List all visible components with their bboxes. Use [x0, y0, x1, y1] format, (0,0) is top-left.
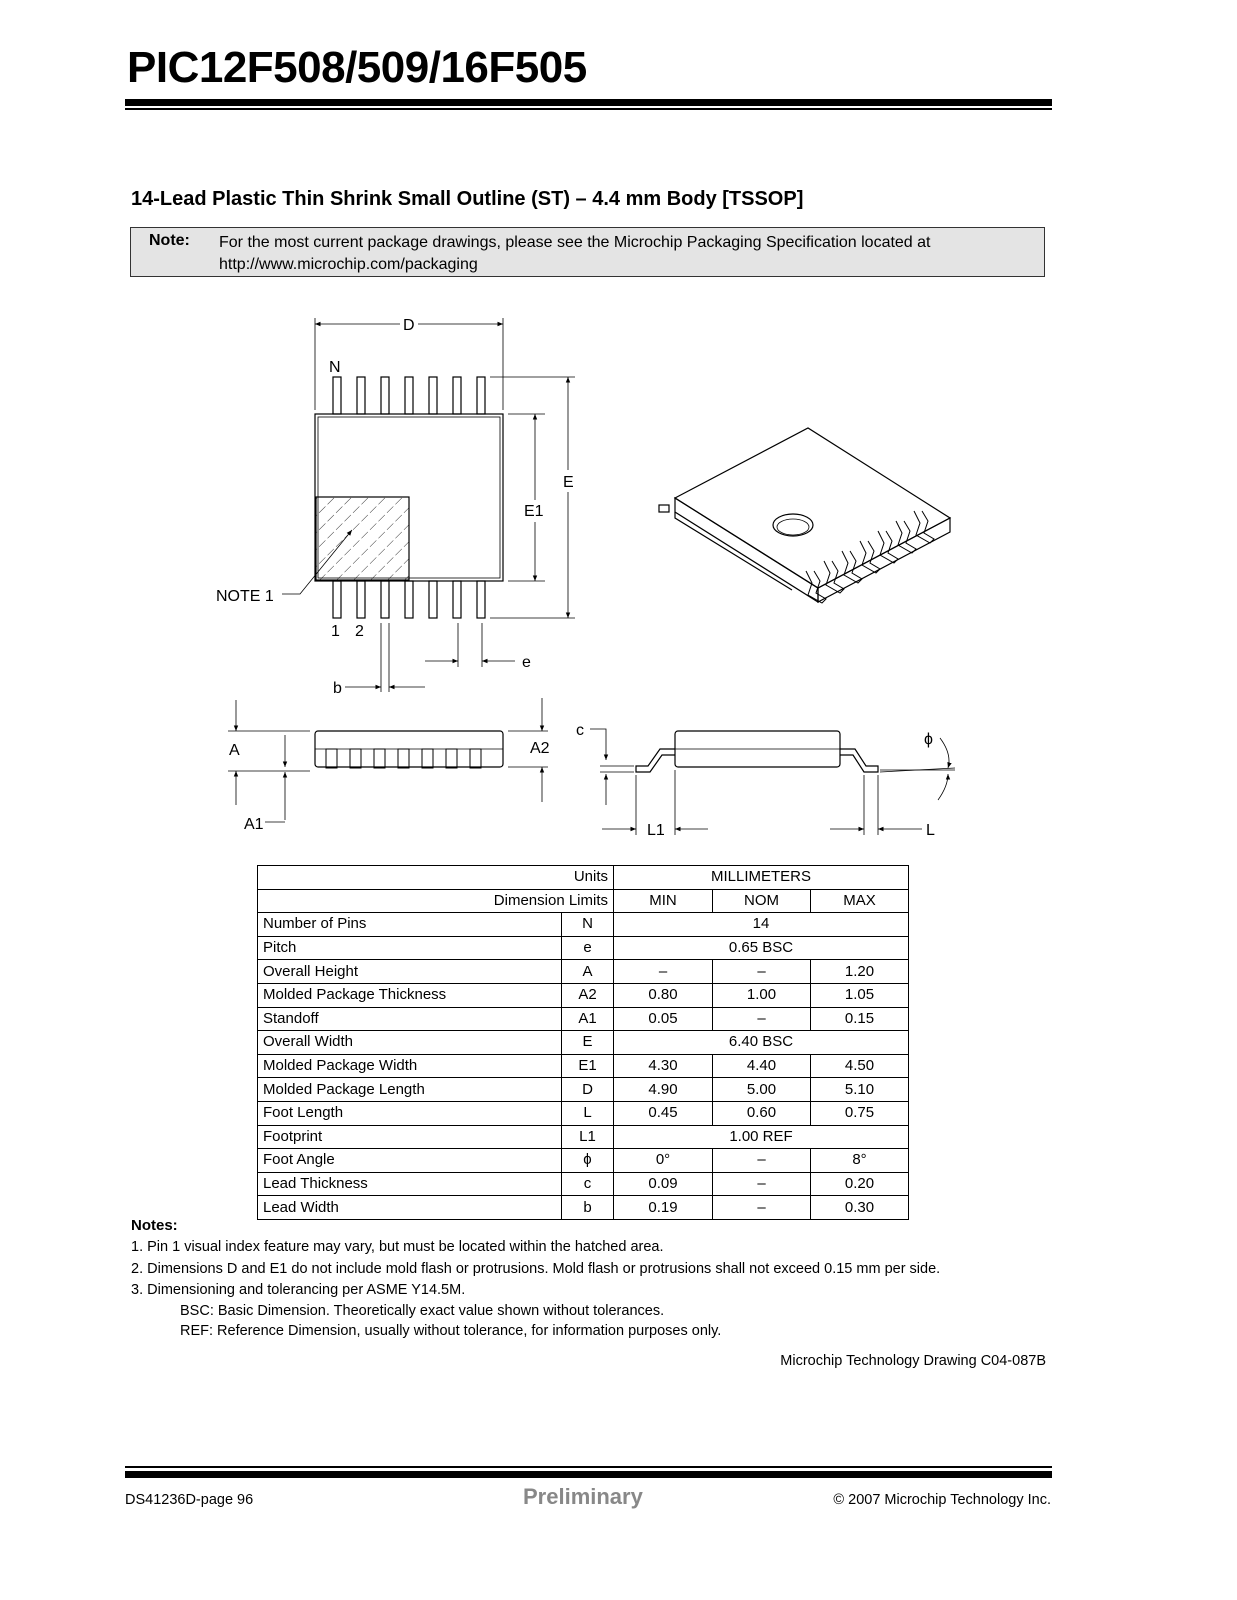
limits-row [258, 889, 909, 913]
dimension-nom: – [713, 960, 811, 984]
label-note1: NOTE 1 [216, 588, 274, 605]
dimension-symbol: N [562, 913, 614, 937]
dimension-min: 0.19 [614, 1196, 713, 1220]
nom-header: NOM [713, 889, 811, 913]
document-title: PIC12F508/509/16F505 [127, 43, 587, 92]
note-text: For the most current package drawings, please see the Microchip Packaging Specification located at http://www.microchip.com/packaging [219, 234, 931, 273]
dimension-min: 4.30 [614, 1054, 713, 1078]
table-row [258, 1196, 909, 1220]
dimension-name: Molded Package Width [258, 1054, 562, 1078]
dimension-value: 0.65 BSC [614, 936, 909, 960]
top-leads [333, 377, 485, 414]
dimension-min: 0.09 [614, 1172, 713, 1196]
table-row [258, 960, 909, 984]
dimension-value: 6.40 BSC [614, 1031, 909, 1055]
limits-label: Dimension Limits [258, 889, 614, 913]
dimension-max: 4.50 [811, 1054, 909, 1078]
table-row [258, 1149, 909, 1173]
label-pin2: 2 [355, 623, 364, 640]
table-row [258, 1031, 909, 1055]
label-A2: A2 [530, 740, 550, 757]
note-sub-item: BSC: Basic Dimension. Theoretically exact value shown without tolerances. [180, 1303, 665, 1319]
dimension-symbol: D [562, 1078, 614, 1102]
label-N: N [329, 359, 341, 376]
dimension-value: 1.00 REF [614, 1125, 909, 1149]
dimension-max: 1.05 [811, 983, 909, 1007]
table-row [258, 913, 909, 937]
label-E1: E1 [524, 503, 544, 520]
dimension-name: Foot Angle [258, 1149, 562, 1173]
dimension-max: 8° [811, 1149, 909, 1173]
label-L: L [926, 822, 935, 839]
footer-copyright: © 2007 Microchip Technology Inc. [833, 1492, 1051, 1508]
dimension-min: 4.90 [614, 1078, 713, 1102]
side-view-leads [326, 749, 481, 768]
note-sub-item: REF: Reference Dimension, usually without tolerance, for information purposes only. [180, 1323, 722, 1339]
dimension-max: 0.30 [811, 1196, 909, 1220]
dimension-symbol: E [562, 1031, 614, 1055]
section-title: 14-Lead Plastic Thin Shrink Small Outline (ST) – 4.4 mm Body [TSSOP] [131, 188, 804, 210]
dimension-nom: 4.40 [713, 1054, 811, 1078]
dimension-nom: – [713, 1149, 811, 1173]
label-b: b [333, 680, 342, 697]
footer-status: Preliminary [523, 1484, 643, 1509]
dimension-nom: – [713, 1172, 811, 1196]
table-row [258, 1125, 909, 1149]
dimension-name: Lead Thickness [258, 1172, 562, 1196]
label-E: E [563, 474, 574, 491]
dimension-symbol: E1 [562, 1054, 614, 1078]
dimension-symbol: A [562, 960, 614, 984]
dimension-name: Overall Height [258, 960, 562, 984]
dimension-symbol: L [562, 1101, 614, 1125]
dimension-max: 0.20 [811, 1172, 909, 1196]
dimension-name: Overall Width [258, 1031, 562, 1055]
dimension-min: 0.45 [614, 1101, 713, 1125]
dimension-nom: – [713, 1007, 811, 1031]
isometric-package-view [659, 428, 950, 603]
footer-rule-thick [125, 1471, 1052, 1478]
dimension-min: 0° [614, 1149, 713, 1173]
dimension-symbol: A1 [562, 1007, 614, 1031]
dimension-symbol: e [562, 936, 614, 960]
dimension-symbol: b [562, 1196, 614, 1220]
dimension-symbol: c [562, 1172, 614, 1196]
dimension-name: Standoff [258, 1007, 562, 1031]
label-L1: L1 [647, 822, 665, 839]
table-row [258, 936, 909, 960]
dimension-nom: 1.00 [713, 983, 811, 1007]
label-pin1: 1 [331, 623, 340, 640]
bottom-leads [333, 581, 485, 618]
right-lead-profile [840, 749, 878, 772]
table-row [258, 1054, 909, 1078]
table-row [258, 1007, 909, 1031]
dimension-name: Number of Pins [258, 913, 562, 937]
dimension-nom: – [713, 1196, 811, 1220]
footer-rule-thin [125, 1466, 1052, 1468]
max-header: MAX [811, 889, 909, 913]
hatched-pin1-area [316, 497, 409, 580]
dimension-name: Pitch [258, 936, 562, 960]
dimension-name: Molded Package Thickness [258, 983, 562, 1007]
note-item: 1. Pin 1 visual index feature may vary, but must be located within the hatched area. [131, 1239, 664, 1255]
min-header: MIN [614, 889, 713, 913]
dimension-table [257, 865, 909, 1220]
footer-page-number: DS41236D-page 96 [125, 1492, 254, 1508]
dimension-name: Lead Width [258, 1196, 562, 1220]
dimension-max: 5.10 [811, 1078, 909, 1102]
units-label: Units [258, 866, 614, 890]
dimension-name: Footprint [258, 1125, 562, 1149]
dimension-max: 1.20 [811, 960, 909, 984]
dimension-symbol: A2 [562, 983, 614, 1007]
units-value: MILLIMETERS [614, 866, 909, 890]
dimension-nom: 0.60 [713, 1101, 811, 1125]
note-item: 2. Dimensions D and E1 do not include mold flash or protrusions. Mold flash or protrusions shall not exceed 0.15 mm per side. [131, 1261, 941, 1277]
notes-heading: Notes: [131, 1217, 178, 1234]
dimension-name: Molded Package Length [258, 1078, 562, 1102]
dimension-symbol: L1 [562, 1125, 614, 1149]
left-lead-profile [636, 749, 675, 772]
note-label: Note: [149, 232, 190, 249]
dimension-value: 14 [614, 913, 909, 937]
table-row [258, 983, 909, 1007]
dimension-name: Foot Length [258, 1101, 562, 1125]
label-A1: A1 [244, 816, 264, 833]
dimension-min: 0.05 [614, 1007, 713, 1031]
dimension-symbol: ϕ [562, 1149, 614, 1173]
dimension-min: – [614, 960, 713, 984]
table-row [258, 1101, 909, 1125]
dimension-nom: 5.00 [713, 1078, 811, 1102]
label-phi: ϕ [924, 731, 933, 748]
note-item: 3. Dimensioning and tolerancing per ASME Y14.5M. [131, 1282, 466, 1298]
label-D: D [403, 317, 415, 334]
units-row [258, 866, 909, 890]
table-row [258, 1078, 909, 1102]
table-row [258, 1172, 909, 1196]
dimension-max: 0.75 [811, 1101, 909, 1125]
label-e: e [522, 654, 531, 671]
dimension-max: 0.15 [811, 1007, 909, 1031]
label-A: A [229, 742, 240, 759]
dimension-min: 0.80 [614, 983, 713, 1007]
label-c: c [576, 722, 584, 739]
drawing-reference: Microchip Technology Drawing C04-087B [780, 1353, 1046, 1369]
